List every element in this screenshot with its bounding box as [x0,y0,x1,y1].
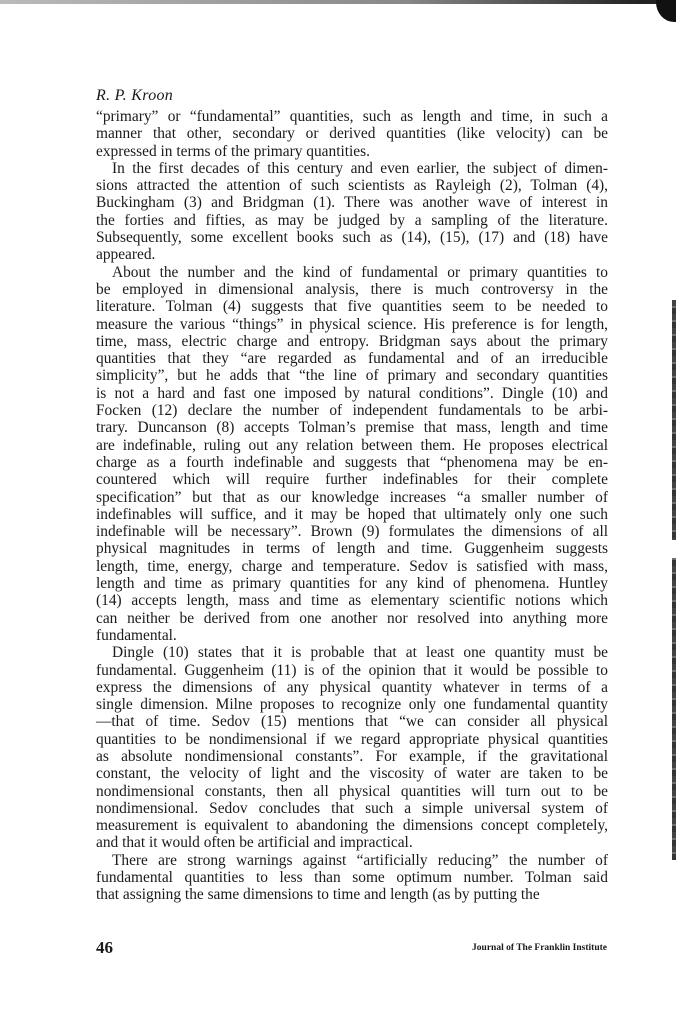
text-line: length and time as primary quantities for any kind of phenomena. Huntley [96,575,608,593]
scan-corner-shadow [656,0,676,22]
text-line: can neither be derived from one another nor resolved into anything more [96,609,608,627]
text-line: length, time, energy, charge and temperature. Sedov is satisfied with mass, [96,557,608,575]
text-line: specification” but that as our knowledge increases “a smaller number of [96,488,608,506]
text-line: —that of time. Sedov (15) mentions that “we can consider all physical [96,713,608,731]
text-line: simplicity”, but he adds that “the line of primary and secondary quantities [96,367,608,385]
text-line: appeared. [96,246,156,264]
text-line: Subsequently, some excellent books such as (14), (15), (17) and (18) have [96,229,608,247]
text-line: indefinable will be necessary”. Brown (9) formulates the dimensions of all [96,523,608,541]
text-line: fundamental quantities to less than some optimum number. Tolman said [96,869,608,887]
running-head-author: R. P. Kroon [96,87,174,104]
text-line: single dimension. Milne proposes to recognize only one fundamental quantity [96,696,608,714]
text-line: Dingle (10) states that it is probable that at least one quantity must be [112,644,608,662]
text-line: are indefinable, ruling out any relation between them. He proposes electrical [96,436,608,454]
text-line: the forties and fifties, as may be judged by a sampling of the literature. [96,211,608,229]
text-line: as absolute nondimensional constants”. For example, if the gravitational [96,747,608,765]
text-line: About the number and the kind of fundamental or primary quantities to [112,263,608,281]
text-line: and that it would often be artificial and impractical. [96,834,413,852]
text-line: literature. Tolman (4) suggests that five quantities seem to be needed to [96,298,608,316]
text-line: is not a hard and fast one imposed by natural conditions”. Dingle (10) and [96,384,608,402]
text-line: Buckingham (3) and Bridgman (1). There was another wave of interest in [96,194,608,212]
text-line: trary. Duncanson (8) accepts Tolman’s premise that mass, length and time [96,419,608,437]
text-line: be employed in dimensional analysis, there is much controversy in the [96,280,608,298]
text-line: nondimensional. Sedov concludes that such a simple universal system of [96,799,608,817]
text-line: quantities that they “are regarded as fundamental and of an irreducible [96,350,608,368]
scan-edge-top [0,0,676,4]
text-line: sions attracted the attention of such scientists as Rayleigh (2), Tolman (4), [96,177,608,195]
text-line: quantities to be nondimensional if we regard appropriate physical quantities [96,730,608,748]
text-line: that assigning the same dimensions to time and length (as by putting the [96,886,540,904]
paragraph [96,852,608,904]
text-line: There are strong warnings against “artificially reducing” the number of [112,851,608,869]
paragraph [96,160,608,264]
text-line: nondimensional constants, then all physical quantities will turn out to be [96,782,608,800]
paragraph [96,108,608,160]
text-line: charge as a fourth indefinable and suggests that “phenomena may be en- [96,453,608,471]
body-text [96,108,608,904]
text-line: constant, the velocity of light and the viscosity of water are taken to be [96,765,608,783]
text-line: Focken (12) declare the number of independent fundamentals to be arbi- [96,402,608,420]
text-line: physical magnitudes in terms of length and time. Guggenheim suggests [96,540,608,558]
text-line: measurement is equivalent to abandoning the dimensions concept completely, [96,817,608,835]
text-line: In the first decades of this century and even earlier, the subject of dimen- [112,159,608,177]
scan-binding-edge [672,300,676,860]
text-line: fundamental. [96,626,177,644]
journal-name: Journal of The Franklin Institute [472,943,607,953]
text-line: measure the various “things” in physical science. His preference is for length, [96,315,608,333]
text-line: “primary” or “fundamental” quantities, such as length and time, in such a [96,108,608,125]
text-line: fundamental. Guggenheim (11) is of the opinion that it would be possible to [96,661,608,679]
page-number: 46 [96,938,113,957]
text-line: express the dimensions of any physical quantity whatever in terms of a [96,678,608,696]
text-line: manner that other, secondary or derived quantities (like velocity) can be [96,125,608,143]
text-line: (14) accepts length, mass and time as elementary scientific notions which [96,592,608,610]
paragraph [96,264,608,645]
paragraph [96,644,608,852]
text-line: countered which will require further indefinables for their complete [96,471,608,489]
text-line: time, mass, electric charge and entropy. Bridgman says about the primary [96,332,608,350]
text-line: indefinables will suffice, and it may be hoped that ultimately only one such [96,505,608,523]
text-line: expressed in terms of the primary quantities. [96,142,370,160]
scan-binding-gap [672,540,676,558]
